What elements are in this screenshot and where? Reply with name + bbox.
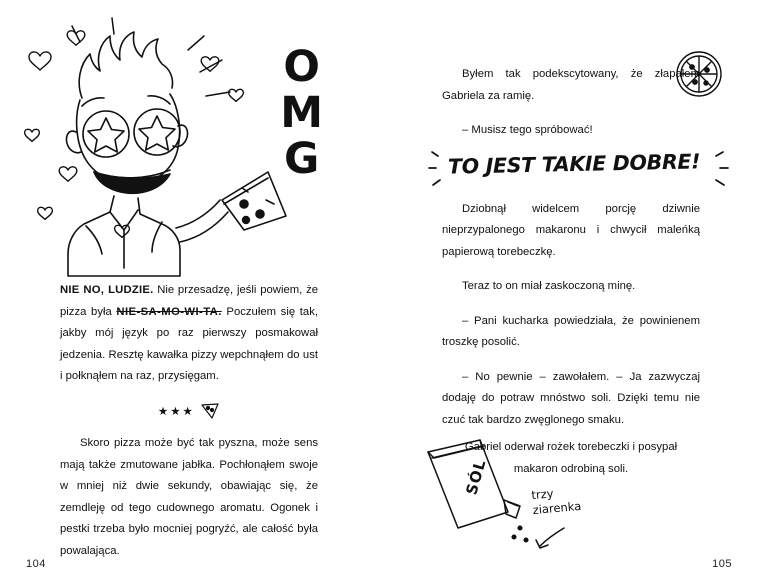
- page-number-right: 105: [712, 558, 732, 570]
- paragraph-2: Skoro pizza może być tak pyszna, może sens mają także zmutowane jabłka. Pochłonąłem swoje w mniej niż dwie sekundy, obawiając się, że zemdleję od tego cudownego aromatu. Ogonek i pestki trzeba było mocniej pogryźć, ale całość była powalająca.: [60, 437, 318, 557]
- salt-packet-drawing: [414, 436, 624, 566]
- shout-line: TO JEST TAKIE DOBRE!: [447, 149, 701, 179]
- paragraph-r6: – No pewnie – zawołałem. – Ja zazwyczaj dodaję do potraw mnóstwo soli. Dzięki temu nie czuć tak bardzo zwęglonego smaku.: [442, 370, 700, 426]
- right-page: [380, 0, 760, 588]
- salt-caption-line-1: trzy: [530, 486, 555, 503]
- stars-ornament: ★★★: [157, 405, 195, 418]
- page-number-left: 104: [26, 558, 46, 570]
- omg-lettering: [280, 44, 324, 182]
- paragraph-1: [60, 280, 318, 388]
- paragraph-r3: Dziobnął widelcem porcję dziwnie nieprzypalonego makaronu i chwycił maleńką papierową torebeczkę.: [442, 202, 700, 258]
- salt-caption-line-2: ziarenka: [532, 498, 582, 518]
- p1-part-a: Nie przesadzę, jeśli powiem, że pizza była: [60, 284, 318, 318]
- omg-letter-o: O: [283, 42, 321, 92]
- right-body-text: [442, 64, 700, 444]
- paragraph-r2: – Musisz tego spróbować!: [462, 124, 593, 136]
- lead-caps: NIE NO, LUDZIE.: [60, 284, 154, 296]
- star-eye-icon: [83, 109, 180, 157]
- pizza-slice-icon: [222, 172, 286, 230]
- left-body-text: [60, 280, 318, 575]
- salt-packet-label: SÓL: [462, 457, 490, 497]
- p1-part-b: Poczułem się tak, jakby mój język po raz pierwszy posmakował jedzenia. Resztę kawałka pizzy wepchnąłem do ust i połknąłem na raz, przysięgam.: [60, 305, 318, 382]
- omg-letter-m: M: [280, 88, 324, 138]
- ornament-divider: [60, 402, 318, 424]
- salt-caption: [531, 484, 582, 518]
- paragraph-r5: – Pani kucharka powiedziała, że powinienem troszkę posolić.: [442, 314, 700, 348]
- strikeout-word: NIE-SA-MO-WI-TA.: [116, 305, 222, 318]
- paragraph-r1: Byłem tak podekscytowany, że złapałem Gabriela za ramię.: [442, 68, 700, 102]
- paragraph-r4: Teraz to on miał zaskoczoną minę.: [462, 280, 636, 292]
- emphasis-callout: [430, 150, 730, 192]
- omg-letter-g: G: [283, 134, 321, 184]
- pizza-slice-icon: [200, 402, 220, 419]
- paragraph-r7: Gabriel oderwał rożek torebeczki i posypał makaron odrobiną soli.: [464, 441, 678, 475]
